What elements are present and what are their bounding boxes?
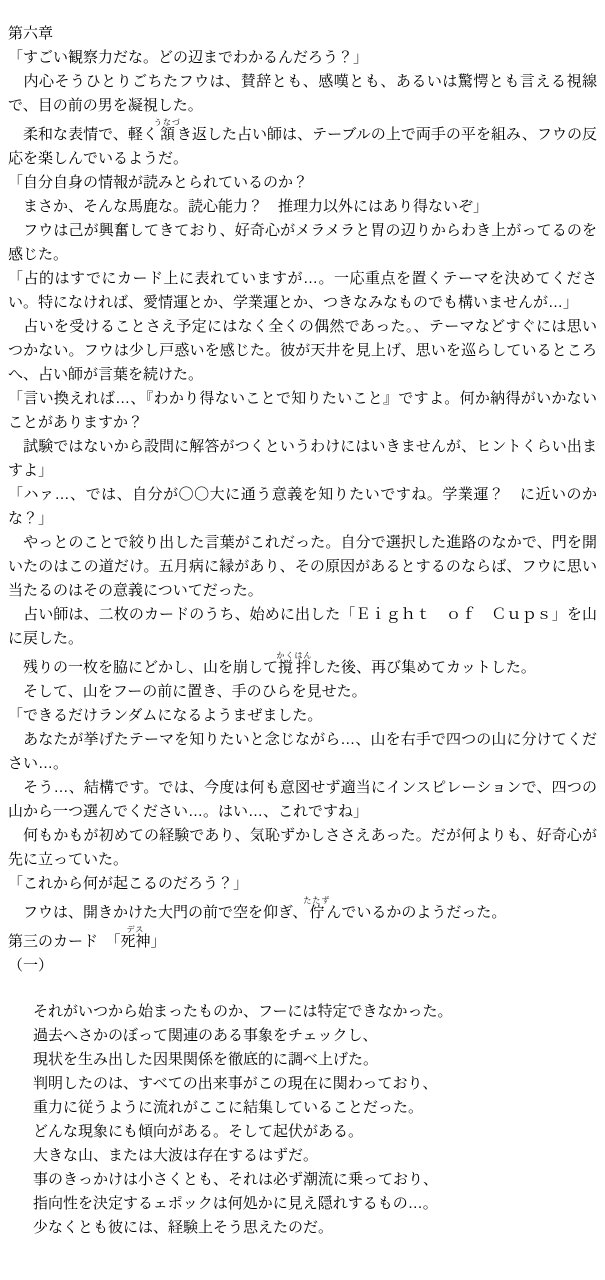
- verse-line: 重力に従うように流れがここに結集していることだった。: [33, 1099, 424, 1116]
- verse-line: 現状を生み出した因果関係を徹底的に調べ上げた。: [33, 1051, 379, 1068]
- paragraph: 「自分自身の情報が読みとられているのか？: [8, 174, 309, 191]
- verse-line: それがいつから始まったものか、フーには特定できなかった。: [33, 1003, 453, 1020]
- verse-line: 過去へさかのぼって関連のある事象をチェックし、: [33, 1027, 378, 1044]
- paragraph: そう…、結構です。では、今度は何も意図せず適当にインスピレーションで、四つの山から一つ選んでください…。はい…、これですね」: [8, 779, 597, 820]
- paragraph: 内心そうひとりごちたフウは、賛辞とも、感嘆とも、あるいは驚愕とも言える視線で、目の前の男を凝視した。: [8, 73, 597, 114]
- paragraph: 「すごい観察力だな。どの辺までわかるんだろう？」: [8, 49, 369, 66]
- paragraph: 「できるだけランダムになるようまぜました。: [8, 707, 323, 724]
- verse-line: 事のきっかけは小さくとも、それは必ず潮流に乗っており、: [33, 1171, 439, 1188]
- paragraph: 残りの一枚を脇にどかし、山を崩して撹拌かくはんした後、再び集めてカットした。: [8, 651, 536, 676]
- card-section-heading: 第三のカード 「死神デス」: [8, 925, 166, 950]
- paragraph: 占いを受けることさえ予定にはなく全くの偶然であった。、テーマなどすぐには思いつかない。フウは少し戸惑いを感じた。彼が天井を見上げ、思いを巡らしているところへ、占い師が言葉を続けた。: [8, 318, 597, 383]
- verse-line: 大きな山、または大波は存在するはずだ。: [33, 1147, 319, 1164]
- paragraph: まさか、そんな馬鹿な。読心能力？ 推理力以外にはあり得ないぞ」: [8, 198, 489, 215]
- paragraph: 「言い換えれば…、『わかり得ないことで知りたいこと』ですよ。何か納得がいかないことがありますか？: [8, 390, 597, 431]
- paragraph: フウは、開きかけた大門の前で空を仰ぎ、佇たたずんでいるかのようだった。: [8, 896, 507, 921]
- paragraph: やっとのことで絞り出した言葉がこれだった。自分で選択した進路のなかで、門を開いたのはこの道だけ。五月病に縁があり、その原因があるとするのならば、フウに思い当たるのはその意義についてだった。: [8, 534, 597, 599]
- subsection-marker: （一）: [8, 957, 54, 974]
- paragraph: 「占的はすでにカード上に表れていますが…。一応重点を置くテーマを決めてください。特になければ、愛情運とか、学業運とか、つきなみなものでも構いませんが…」: [8, 270, 597, 311]
- body-paragraphs: [8, 46, 597, 925]
- verse-line: 判明したのは、すべての出来事がこの現在に関わっており、: [33, 1075, 438, 1092]
- paragraph: あなたが挙げたテーマを知りたいと念じながら…、山を右手で四つの山に分けてください…。: [8, 731, 597, 772]
- paragraph: 「ハァ…、では、自分が〇〇大に通う意義を知りたいですね。学業運？ に近いのかな？」: [8, 486, 597, 527]
- paragraph: 試験ではないから設問に解答がつくというわけにはいきませんが、ヒントくらい出ますよ」: [8, 438, 597, 479]
- verse-line: 指向性を決定するェポックは何処かに見え隠れするもの…。: [33, 1195, 438, 1212]
- paragraph: 占い師は、二枚のカードのうち、始めに出した「Ｅｉｇｈｔ ｏｆ Ｃｕｐｓ」を山に戻した。: [8, 606, 597, 647]
- verse-block: [8, 1000, 597, 1240]
- paragraph: そして、山をフーの前に置き、手のひらを見せた。: [8, 683, 367, 700]
- verse-line: 少なくとも彼には、経験上そう思えたのだ。: [33, 1219, 334, 1236]
- verse-line: どんな現象にも傾向がある。そして起伏がある。: [33, 1123, 364, 1140]
- chapter-title: 第六章: [8, 25, 54, 42]
- paragraph: 「これから何が起こるのだろう？」: [8, 875, 249, 892]
- paragraph: 何もかもが初めての経験であり、気恥ずかしささえあった。だが何よりも、好奇心が先に立っていた。: [8, 827, 597, 868]
- paragraph: フウは己が興奮してきており、好奇心がメラメラと胃の辺りからわき上がってるのを感じた。: [8, 222, 597, 263]
- paragraph: 柔和な表情で、軽く頷うなづき返した占い師は、テーブルの上で両手の平を組み、フウの反応を楽しんでいるようだ。: [8, 118, 597, 167]
